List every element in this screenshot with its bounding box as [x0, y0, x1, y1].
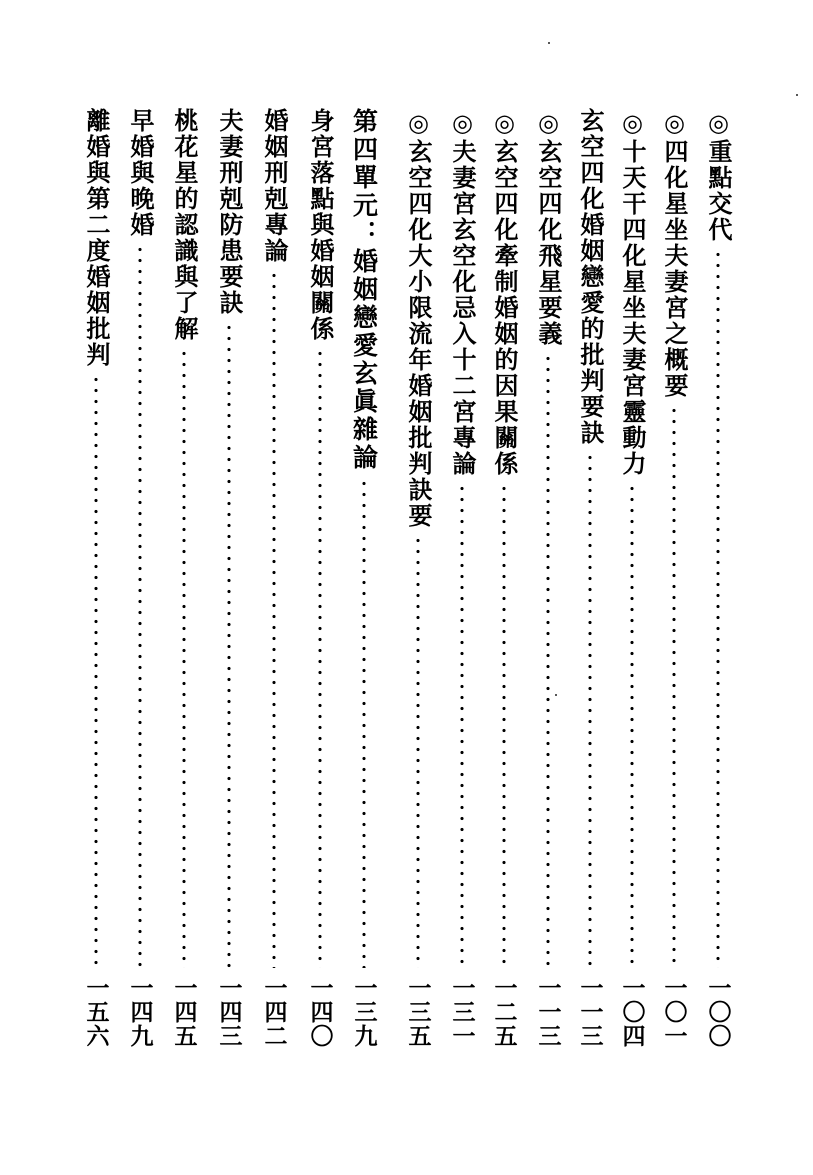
toc-page-number: 一五六: [82, 976, 110, 1048]
toc-page-number: 一四五: [170, 976, 198, 1048]
toc-entry-title: 夫妻刑剋防患要訣: [215, 108, 244, 316]
toc-page-number: 一三五: [404, 976, 432, 1048]
toc-entry-title: ◎玄空四化飛星要義: [534, 108, 563, 347]
toc-entry: [656, 108, 692, 1048]
scan-speck: [796, 94, 798, 96]
toc-entry: [256, 108, 292, 1048]
dot-leader: [716, 249, 720, 968]
toc-entry-title: ◎四化星坐夫妻宮之概要: [660, 108, 689, 399]
toc-entry: [530, 108, 566, 1048]
toc-entry-title: 玄空四化婚姻戀愛的批判要訣: [576, 108, 605, 446]
dot-leader: [630, 483, 634, 968]
dot-leader: [502, 483, 506, 968]
toc-page-number: 一四九: [126, 976, 154, 1048]
dot-leader: [227, 322, 231, 968]
toc-entry-title: 早婚與晚婚: [126, 108, 155, 238]
scan-speck: [555, 694, 557, 696]
toc-page-number: 一〇四: [618, 976, 646, 1048]
scan-speck: [548, 42, 550, 44]
dot-leader: [272, 270, 276, 968]
toc-entry-title: 身宮落點與婚姻關係: [306, 108, 335, 342]
toc-section-heading: [346, 108, 382, 1048]
toc-entry-title: ◎重點交代: [704, 108, 733, 243]
toc-page-number: 一三一: [448, 976, 476, 1048]
toc-page-number: 一〇一: [660, 976, 688, 1048]
toc-page-number: 一四二: [260, 976, 288, 1048]
toc-page-number: 一〇〇: [704, 976, 732, 1048]
toc-entry-title: 婚姻刑剋專論: [260, 108, 289, 264]
toc-entry: [486, 108, 522, 1048]
dot-leader: [182, 348, 186, 968]
toc-entry-title: ◎玄空四化牽制婚姻的因果關係: [490, 108, 519, 477]
dot-leader: [94, 374, 98, 968]
toc-page-number: 一二五: [490, 976, 518, 1048]
toc-entry-title: ◎十天干四化星坐夫妻宮靈動力: [618, 108, 647, 477]
toc-entry: [211, 108, 247, 1048]
toc-entry-title: 離婚與第二度婚姻批判: [82, 108, 111, 368]
toc-entry: [572, 108, 608, 1048]
toc-entry: [78, 108, 114, 1048]
toc-page-number: 一一三: [534, 976, 562, 1048]
toc-entry-title: ◎玄空四化大小限流年婚姻批判訣要: [404, 108, 433, 529]
dot-leader: [362, 478, 366, 968]
toc-entry: [700, 108, 736, 1048]
dot-leader: [672, 405, 676, 968]
toc-entry: [614, 108, 650, 1048]
toc-entry: [122, 108, 158, 1048]
toc-page-number: 一一三: [576, 976, 604, 1048]
dot-leader: [138, 244, 142, 968]
toc-entry: [166, 108, 202, 1048]
dot-leader: [460, 483, 464, 968]
toc-entry-title: ◎夫妻宮玄空化忌入十二宮專論: [448, 108, 477, 477]
toc-entry-title: 第四單元：婚姻戀愛玄眞雜論: [349, 108, 379, 472]
dot-leader: [416, 535, 420, 968]
dot-leader: [318, 348, 322, 968]
toc-entry: [400, 108, 436, 1048]
dot-leader: [546, 353, 550, 968]
toc-page-number: 一四〇: [306, 976, 334, 1048]
toc-entry: [444, 108, 480, 1048]
toc-page-number: 一四三: [215, 976, 243, 1048]
toc-entry-title: 桃花星的認識與了解: [170, 108, 199, 342]
toc-entry: [302, 108, 338, 1048]
dot-leader: [588, 452, 592, 968]
toc-page-number: 一三九: [350, 976, 378, 1048]
